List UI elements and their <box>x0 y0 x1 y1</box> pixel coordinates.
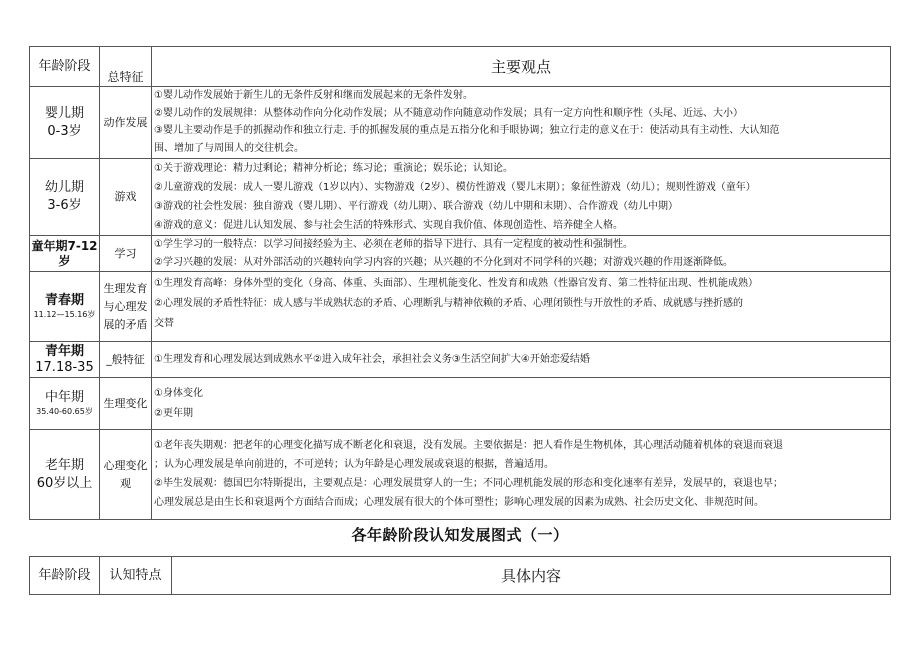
feature-cell: 心理变化观 <box>100 430 152 520</box>
table-row <box>30 378 891 430</box>
content-cell: ①学生学习的一般特点：以学习间接经验为主、必须在老师的指导下进行、具有一定程度的被动性和强制性。 ②学习兴趣的发展：从对外部活动的兴趣转向学习内容的兴趣；从兴趣的不分化到对不同学科的兴趣；对游戏兴趣的作用逐渐降低。 <box>152 236 891 272</box>
table-row <box>30 159 891 236</box>
stage-cell: 青年期 17.18-35 <box>30 342 100 378</box>
feature-cell: _般特征 <box>100 342 152 378</box>
content-cell: ①婴儿动作发展始于新生儿的无条件反射和继而发展起来的无条件发射。 ②婴儿动作的发展规律：从整体动作向分化动作发展；从不随意动作向随意动作发展；具有一定方向性和顺序性（头尾、近远、大小） ③婴儿主要动作是手的抓握动作和独立行走. 手的抓握发展的重点是五指分化和手眼协调；独立行走的意义在于：使活动具有主动性、大认知范 围、增加了与周围人的交往机会。 <box>152 87 891 159</box>
feature-cell: 学习 <box>100 236 152 272</box>
stage-cell: 幼儿期 3-6岁 <box>30 159 100 236</box>
table-row <box>30 272 891 342</box>
content-cell: ①生理发育高峰：身体外型的变化（身高、体重、头面部）、生理机能变化、性发育和成熟（性器官发育、第二性特征出现、性机能成熟） ②心理发展的矛盾性特征：成人感与半成熟状态的矛盾、心理断乳与精神依赖的矛盾、心理闭锁性与开放性的矛盾、成就感与挫折感的 交替 <box>152 272 891 342</box>
header-stage: 年龄阶段 <box>30 557 100 595</box>
feature-cell: 动作发展 <box>100 87 152 159</box>
header-feature: 认知特点 <box>100 557 172 595</box>
content-cell: ①老年丧失期观：把老年的心理变化描写成不断老化和衰退，没有发展。主要依据是：把人看作是生物机体，其心理活动随着机体的衰退而衰退 ；认为心理发展是单向前进的，不可逆转；认为年龄是心理发展或衰退的根据，普遍适用。 ②毕生发展观：德国巴尔特斯提出，主要观点是：心理发展贯穿人的一生；不同心理机能发展的形态和变化速率有差异，发展早的，衰退也早； 心理发展总是由生长和衰退两个方面结合而成；心理发展有很大的个体可塑性；影响心理发展的因素为成熟、社会历史文化、非规范时间。 <box>152 430 891 520</box>
stage-cell: 童年期7-12岁 <box>30 236 100 272</box>
stage-cell: 婴儿期 0-3岁 <box>30 87 100 159</box>
cognitive-table <box>29 556 891 595</box>
table-row <box>30 87 891 159</box>
header-feature: 总特征 <box>100 47 152 87</box>
table-row <box>30 430 891 520</box>
table-header-row <box>30 47 891 87</box>
content-cell: ①生理发育和心理发展达到成熟水平②进入成年社会，承担社会义务③生活空间扩大④开始恋爱结婚 <box>152 342 891 378</box>
header-main: 主要观点 <box>152 47 891 87</box>
content-cell: ①身体变化 ②更年期 <box>152 378 891 430</box>
feature-cell: 游戏 <box>100 159 152 236</box>
stage-cell: 老年期 60岁以上 <box>30 430 100 520</box>
content-cell: ①关于游戏理论：精力过剩论；精神分析论；练习论；重演论；娱乐论；认知论。 ②儿童游戏的发展：成人一婴儿游戏（1岁以内）、实物游戏（2岁）、模仿性游戏（婴儿末期）；象征性游戏（幼儿）；规则性游戏（童年） ③游戏的社会性发展：独自游戏（婴儿期）、平行游戏（幼儿期）、联合游戏（幼儿中期和末期）、合作游戏（幼儿中期） ④游戏的意义：促进儿认知发展、参与社会生活的特殊形式、实现自我价值、体现创造性、培养健全人格。 <box>152 159 891 236</box>
table-row <box>30 236 891 272</box>
stage-cell: 中年期 35.40-60.65岁 <box>30 378 100 430</box>
stage-cell: 青春期 11.12—15.16岁 <box>30 272 100 342</box>
header-stage: 年龄阶段 <box>30 47 100 87</box>
feature-cell: 生理变化 <box>100 378 152 430</box>
table-row <box>30 342 891 378</box>
feature-cell: 生理发育与心理发展的矛盾 <box>100 272 152 342</box>
section-caption: 各年龄阶段认知发展图式（一） <box>351 526 569 544</box>
table-header-row <box>30 557 891 595</box>
header-main: 具体内容 <box>172 557 891 595</box>
development-table <box>29 46 891 520</box>
